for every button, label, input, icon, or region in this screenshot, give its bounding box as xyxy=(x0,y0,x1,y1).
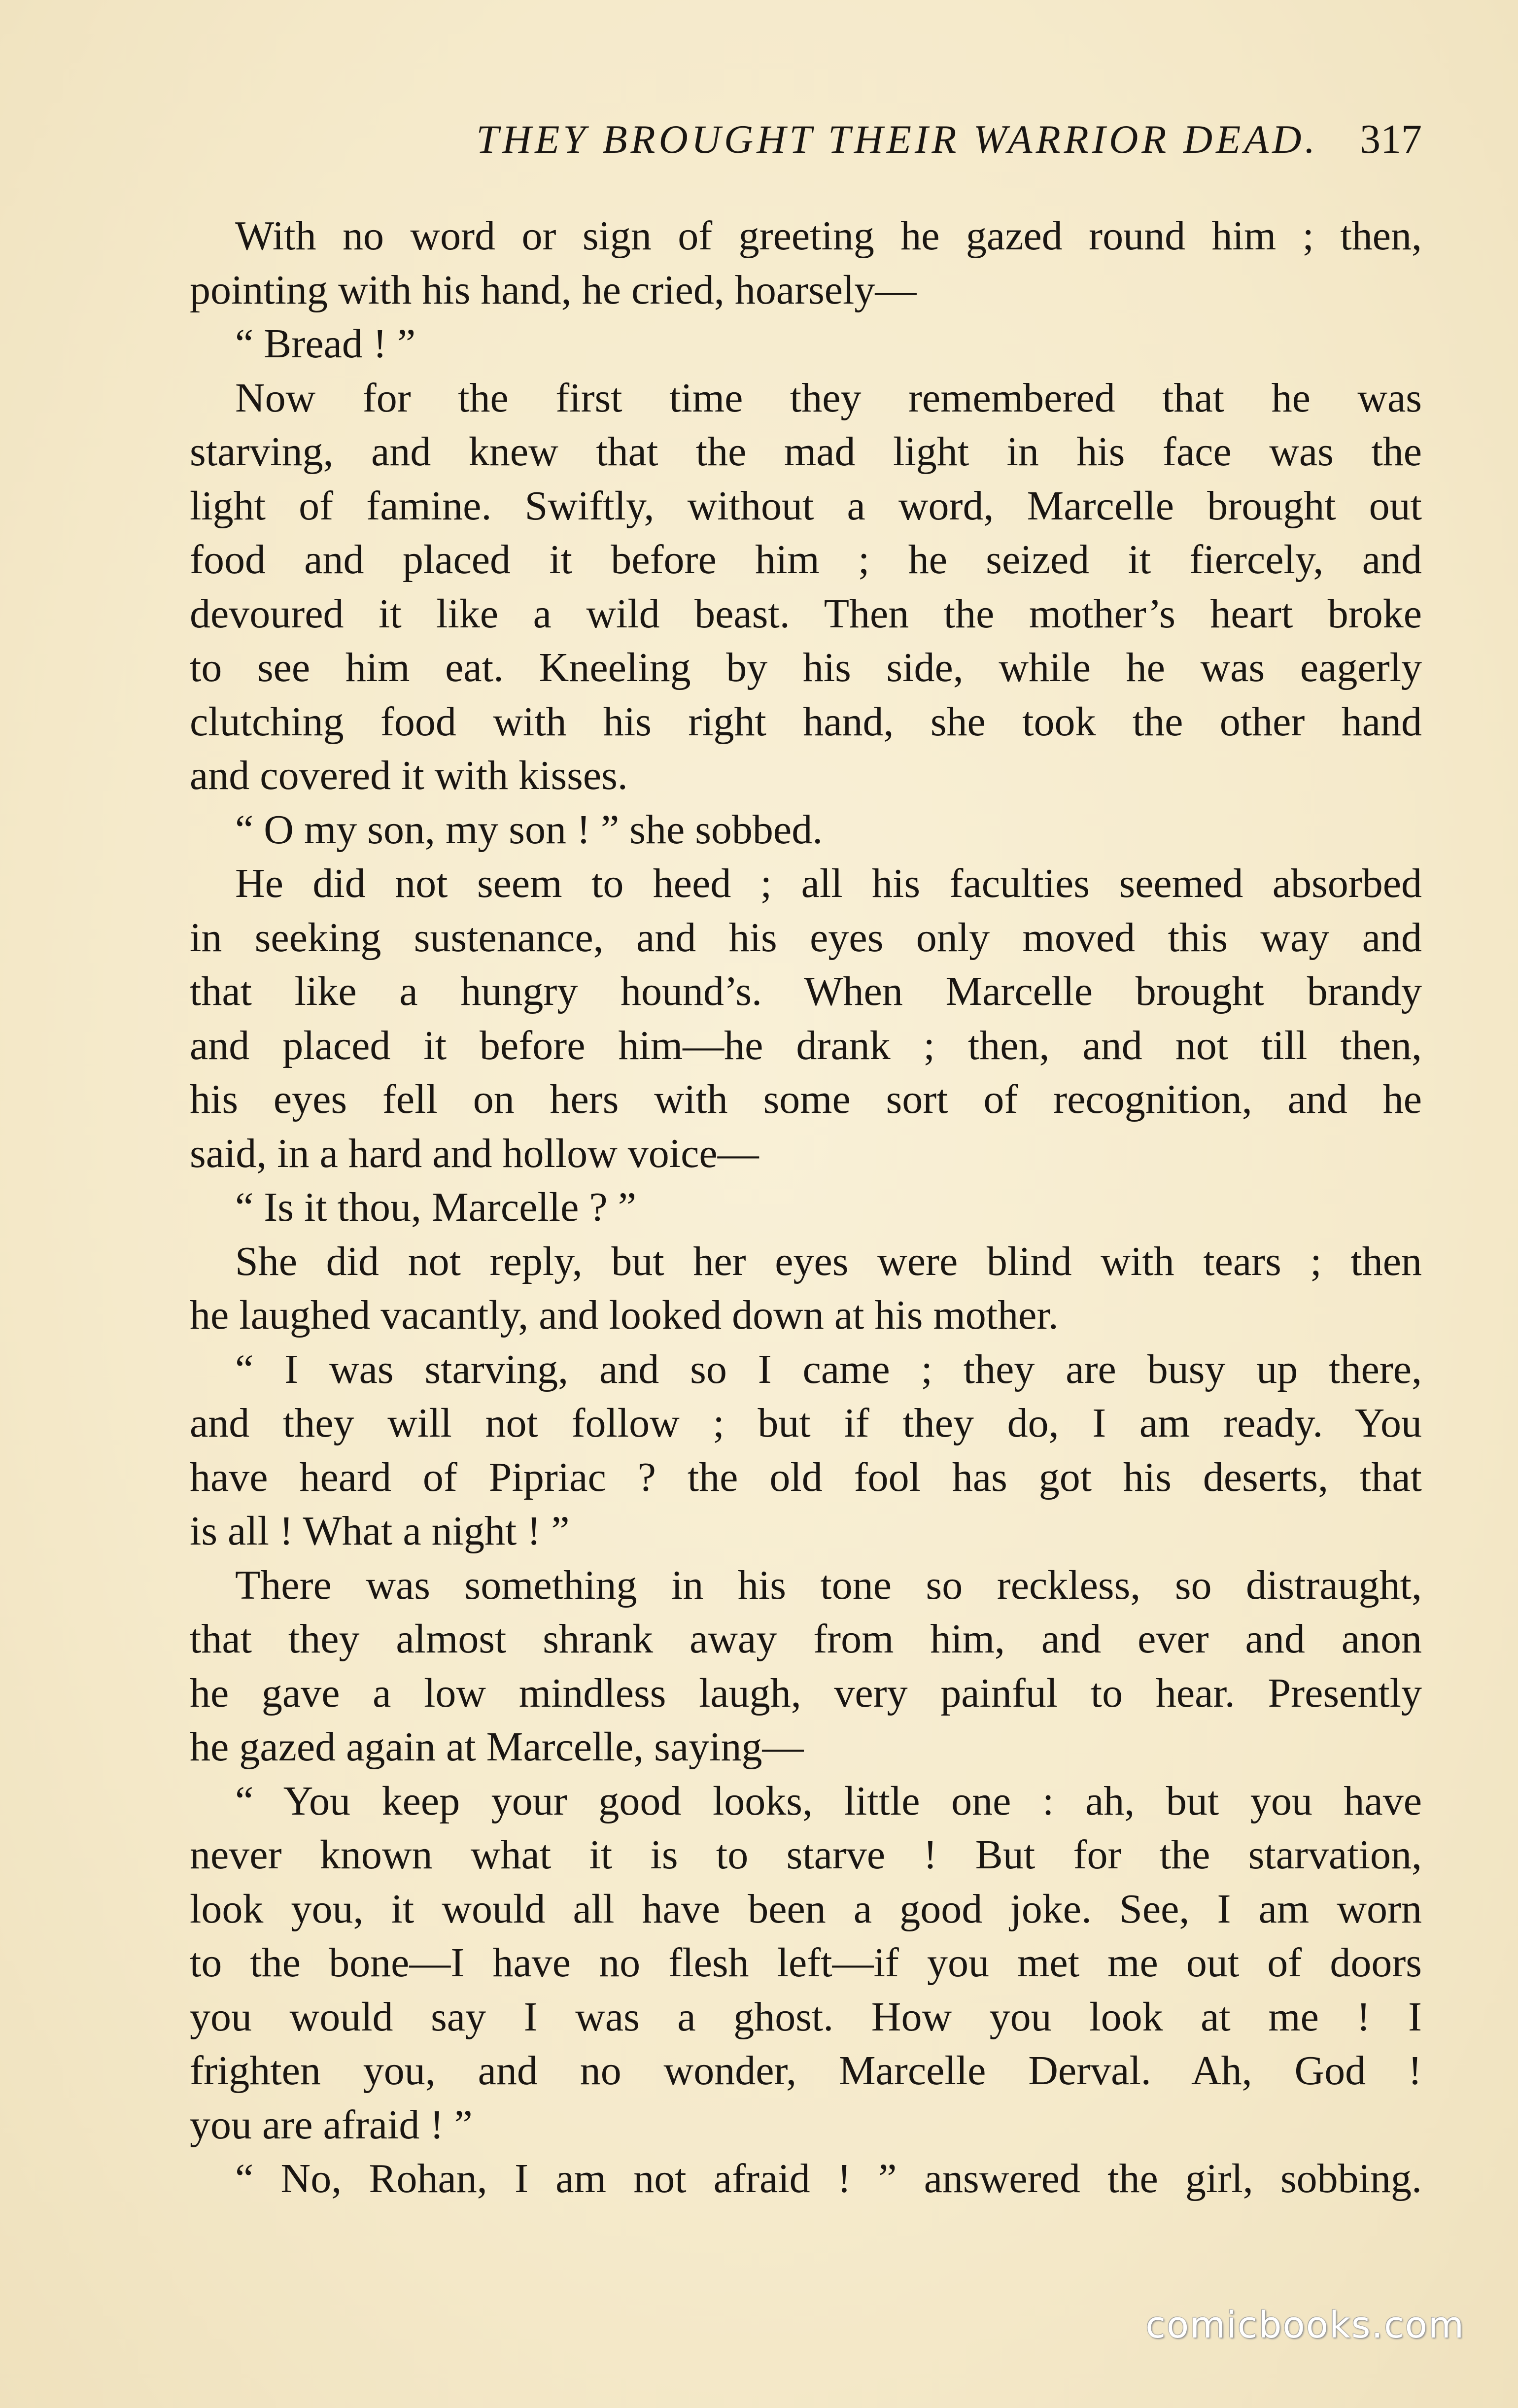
text-line: “ Is it thou, Marcelle ? ” xyxy=(235,1184,636,1230)
text-line: to the bone—I have no flesh left—if you met me out of doors xyxy=(190,1940,1422,1986)
text-line: never known what it is to starve ! But for the starvation, xyxy=(190,1832,1422,1878)
text-line: “ No, Rohan, I am not afraid ! ” answered the girl, sobbing. xyxy=(235,2156,1422,2202)
text-line: There was something in his tone so reckless, so distraught, xyxy=(235,1562,1422,1608)
watermark: comicbooks.com xyxy=(1145,2304,1465,2346)
text-line: With no word or sign of greeting he gazed round him ; then, xyxy=(235,213,1422,259)
text-line: he gave a low mindless laugh, very painful to hear. Presently xyxy=(190,1670,1422,1716)
running-head xyxy=(190,112,1422,167)
text-line: that they almost shrank away from him, and ever and anon xyxy=(190,1616,1422,1662)
text-line: food and placed it before him ; he seized it fiercely, and xyxy=(190,537,1422,583)
text-line: have heard of Pipriac ? the old fool has got his deserts, that xyxy=(190,1454,1422,1500)
text-line: that like a hungry hound’s. When Marcelle brought brandy xyxy=(190,968,1422,1014)
text-line: his eyes fell on hers with some sort of recognition, and he xyxy=(190,1076,1422,1122)
text-line: “ You keep your good looks, little one : ah, but you have xyxy=(235,1778,1422,1824)
text-line: said, in a hard and hollow voice— xyxy=(190,1130,759,1176)
page-number: 317 xyxy=(1360,116,1422,162)
body-text xyxy=(190,209,1422,2206)
running-head-title: THEY BROUGHT THEIR WARRIOR DEAD. xyxy=(476,117,1318,162)
text-line: clutching food with his right hand, she took the other hand xyxy=(190,698,1422,745)
text-line: he gazed again at Marcelle, saying— xyxy=(190,1724,804,1770)
text-line: He did not seem to heed ; all his faculties seemed absorbed xyxy=(235,860,1422,906)
text-line: in seeking sustenance, and his eyes only moved this way and xyxy=(190,914,1422,961)
text-line: you would say I was a ghost. How you look at me ! I xyxy=(190,1994,1422,2040)
text-line: look you, it would all have been a good joke. See, I am worn xyxy=(190,1886,1422,1932)
text-line: “ Bread ! ” xyxy=(235,321,416,367)
text-line: you are afraid ! ” xyxy=(190,2101,473,2148)
text-line: Now for the first time they remembered that he was xyxy=(235,375,1422,421)
text-line: pointing with his hand, he cried, hoarsely— xyxy=(190,267,917,313)
text-line: he laughed vacantly, and looked down at his mother. xyxy=(190,1292,1059,1338)
text-line: and placed it before him—he drank ; then, and not till then, xyxy=(190,1022,1422,1068)
text-line: and covered it with kisses. xyxy=(190,753,628,798)
text-line: starving, and knew that the mad light in his face was the xyxy=(190,429,1422,475)
text-line: She did not reply, but her eyes were blind with tears ; then xyxy=(235,1238,1422,1284)
text-line: “ O my son, my son ! ” she sobbed. xyxy=(235,806,823,853)
text-line: to see him eat. Kneeling by his side, while he was eagerly xyxy=(190,645,1422,690)
text-line: “ I was starving, and so I came ; they are busy up there, xyxy=(235,1346,1422,1392)
text-line: devoured it like a wild beast. Then the mother’s heart broke xyxy=(190,590,1422,637)
text-line: light of famine. Swiftly, without a word, Marcelle brought out xyxy=(190,482,1422,529)
text-line: frighten you, and no wonder, Marcelle Derval. Ah, God ! xyxy=(190,2048,1422,2094)
text-line: and they will not follow ; but if they do, I am ready. You xyxy=(190,1400,1422,1446)
text-line: is all ! What a night ! ” xyxy=(190,1508,570,1554)
